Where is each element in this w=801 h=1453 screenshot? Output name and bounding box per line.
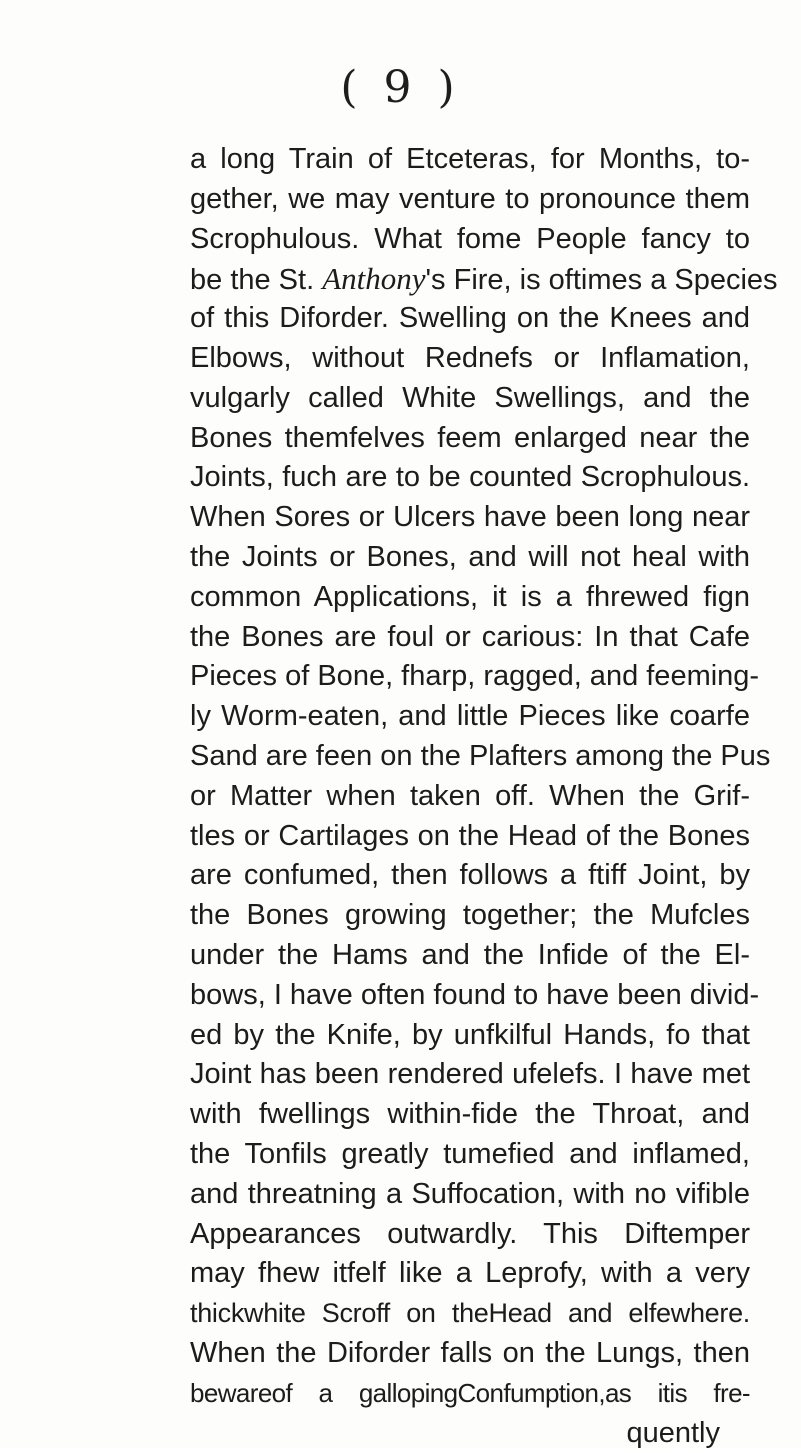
body-text	[190, 140, 750, 1453]
text-line-8: Bones themfelves feem enlarged near the	[190, 419, 750, 459]
text-line-15: ly Worm-eaten, and little Pieces like coarfe	[190, 697, 750, 737]
text-line-9: Joints, fuch are to be counted Scrophulous.	[190, 458, 750, 498]
text-line-19: are confumed, then follows a ftiff Joint, by	[190, 856, 750, 896]
text-line-23: ed by the Knife, by unfkilful Hands, fo that	[190, 1016, 750, 1056]
text-line-26: the Tonfils greatly tumefied and inflamed,	[190, 1135, 750, 1175]
text-line-20: the Bones growing together; the Mufcles	[190, 896, 750, 936]
text-line-24: Joint has been rendered ufelefs. I have met	[190, 1055, 750, 1095]
text-line-25: with fwellings within-fide the Throat, and	[190, 1095, 750, 1135]
text-line-30: thickwhite Scroff on theHead and elfewhere.	[190, 1294, 750, 1334]
text-line-6: Elbows, without Rednefs or Inflamation,	[190, 339, 750, 379]
text-line-32: bewareof a gallopingConfumption,as itis fre-	[190, 1374, 750, 1414]
catchword: quently	[190, 1414, 750, 1453]
text-line-3: Scrophulous. What fome People fancy to	[190, 220, 750, 260]
text-line-18: tles or Cartilages on the Head of the Bones	[190, 817, 750, 857]
text-line-16: Sand are feen on the Plafters among the Pus	[190, 737, 750, 777]
italic-name-anthony: Anthony	[322, 261, 425, 296]
text-line-4-start: be the St.	[190, 264, 322, 296]
text-line-12: common Applications, it is a fhrewed fign	[190, 578, 750, 618]
text-line-31: When the Diforder falls on the Lungs, then	[190, 1334, 750, 1374]
text-line-29: may fhew itfelf like a Leprofy, with a very	[190, 1254, 750, 1294]
text-line-17: or Matter when taken off. When the Grif-	[190, 777, 750, 817]
text-line-4	[190, 259, 750, 299]
text-line-22: bows, I have often found to have been divid-	[190, 976, 750, 1016]
text-line-13: the Bones are foul or carious: In that Cafe	[190, 618, 750, 658]
text-line-21: under the Hams and the Infide of the El-	[190, 936, 750, 976]
text-line-7: vulgarly called White Swellings, and the	[190, 379, 750, 419]
text-line-28: Appearances outwardly. This Diftemper	[190, 1215, 750, 1255]
text-line-27: and threatning a Suffocation, with no vifible	[190, 1175, 750, 1215]
text-line-2: gether, we may venture to pronounce them	[190, 180, 750, 220]
text-line-1: a long Train of Etceteras, for Months, to-	[190, 140, 750, 180]
text-line-14: Pieces of Bone, fharp, ragged, and feeming-	[190, 657, 750, 697]
text-line-10: When Sores or Ulcers have been long near	[190, 498, 750, 538]
text-line-11: the Joints or Bones, and will not heal with	[190, 538, 750, 578]
page-number: ( 9 )	[0, 62, 801, 113]
text-line-4-end: 's Fire, is oftimes a Species	[426, 264, 778, 296]
text-line-5: of this Diforder. Swelling on the Knees and	[190, 299, 750, 339]
